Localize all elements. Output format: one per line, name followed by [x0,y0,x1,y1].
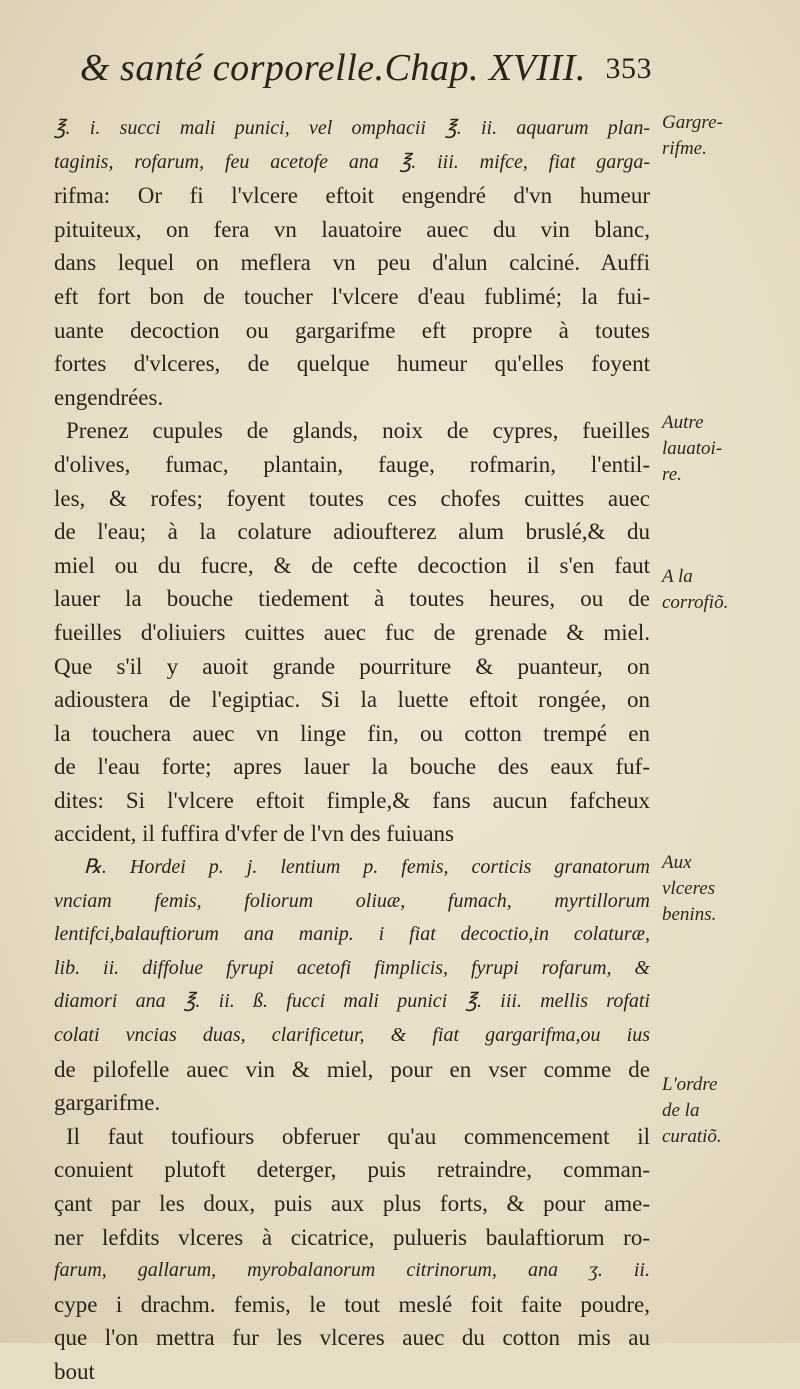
text-line: de l'eau; à la colature adioufterez alum bruslé,& du [54,519,650,545]
text-line: farum, gallarum, myrobalanorum citrinorum, ana ʒ. ii. [54,1259,650,1282]
text-line: conuient plutoft deterger, puis retraindre, comman- [54,1157,650,1183]
text-line: accident, il fuffira d'vfer de l'vn des fuiuans [54,821,454,847]
text-line: dans lequel on meflera vn peu d'alun calciné. Auffi [54,250,650,276]
text-line: Que s'il y auoit grande pourriture & puanteur, on [54,653,650,679]
text-line: diamori ana ℥. ii. ß. fucci mali punici ℥. iii. mellis rofati [54,990,650,1013]
margin-note-line: Autre [662,412,704,433]
text-line: miel ou du fucre, & de cefte decoction il s'en faut [54,552,650,578]
margin-note-line: vlceres [662,878,716,899]
margin-note-line: corrofiõ. [662,592,729,613]
text-line: les, & rofes; foyent toutes ces chofes cuittes auec [54,485,650,511]
text-line: lib. ii. diffolue fyrupi acetofi fimplicis, fyrupi rofarum, & [54,956,650,979]
margin-note-line: rifme. [662,138,707,159]
text-line: Prenez cupules de glands, noix de cypres, fueilles [66,418,650,444]
text-line: dites: Si l'vlcere eftoit fimple,& fans aucun fafcheux [54,787,650,813]
margin-note-aux-vlceres-benins [662,850,772,928]
text-line: fortes d'vlceres, de quelque humeur qu'elles foyent [54,351,650,377]
margin-note-a-la-corrosion [662,564,772,616]
margin-note-line: Gargre- [662,112,723,133]
running-header [80,46,660,90]
margin-note-line: A la [662,566,693,587]
text-line: vnciam femis, foliorum oliuæ, fumach, myrtillorum [54,889,650,912]
catchword: bout [54,1358,95,1384]
margin-note-gargarisme [662,110,772,162]
margin-note-autre-lauatoire [662,410,772,488]
text-line: engendrées. [54,384,164,410]
text-line: de l'eau forte; apres lauer la bouche des eaux fuf- [54,754,650,780]
text-line: la touchera auec vn linge fin, ou cotton trempé en [54,720,650,746]
margin-note-line: L'ordre [662,1074,718,1095]
text-line: pituiteux, on fera vn lauatoire auec du vin blanc, [54,216,650,242]
body-text [54,112,650,1389]
text-line: ℞. Hordei p. j. lentium p. femis, corticis granatorum [84,856,650,879]
text-line: ner lefdits vlceres à cicatrice, pulueris baulaftiorum ro- [54,1224,650,1250]
text-line: fueilles d'oliuiers cuittes auec fuc de grenade & miel. [54,619,650,645]
text-line: colati vncias duas, clarificetur, & fiat gargarifma,ou ius [54,1024,650,1047]
text-line: cype i drachm. femis, le tout meslé foit faite poudre, [54,1291,650,1317]
text-line: Il faut toufiours obferuer qu'au commencement il [66,1123,650,1149]
text-line: gargarifme. [54,1090,161,1116]
margin-note-line: re. [662,464,682,485]
page-number: 353 [605,52,652,85]
text-line: que l'on mettra fur les vlceres auec du cotton mis au [54,1325,650,1351]
text-line: uante decoction ou gargarifme eft propre à toutes [54,317,650,343]
text-line: d'olives, fumac, plantain, fauge, rofmarin, l'entil- [54,451,650,477]
text-line: çant par les doux, puis aux plus forts, & pour ame- [54,1191,650,1216]
text-line: taginis, rofarum, feu acetofe ana ℥. iii. mifce, fiat garga- [54,150,650,173]
text-line: rifma: Or fi l'vlcere eftoit engendré d'vn humeur [54,183,650,209]
margin-note-line: lauatoi- [662,438,723,459]
text-line: lauer la bouche tiedement à toutes heures, ou de [54,586,650,612]
margin-note-line: de la [662,1100,700,1121]
text-line: adioustera de l'egiptiac. Si la luette eftoit rongée, on [54,687,650,713]
margin-note-line: benins. [662,904,717,925]
text-line: ℥. i. succi mali punici, vel omphacii ℥. ii. aquarum plan- [54,117,650,139]
text-line: lentifci,balauftiorum ana manip. i fiat decoctio,in colaturæ, [54,923,650,946]
margin-note-line: Aux [662,852,692,873]
running-title: & santé corporelle.Chap. XVIII. [80,47,586,89]
text-line: de pilofelle auec vin & miel, pour en vser comme de [54,1056,650,1082]
margin-note-ordre-curation [662,1072,772,1150]
margin-note-line: curatiõ. [662,1126,722,1147]
text-line: eft fort bon de toucher l'vlcere d'eau fublimé; la fui- [54,283,650,309]
